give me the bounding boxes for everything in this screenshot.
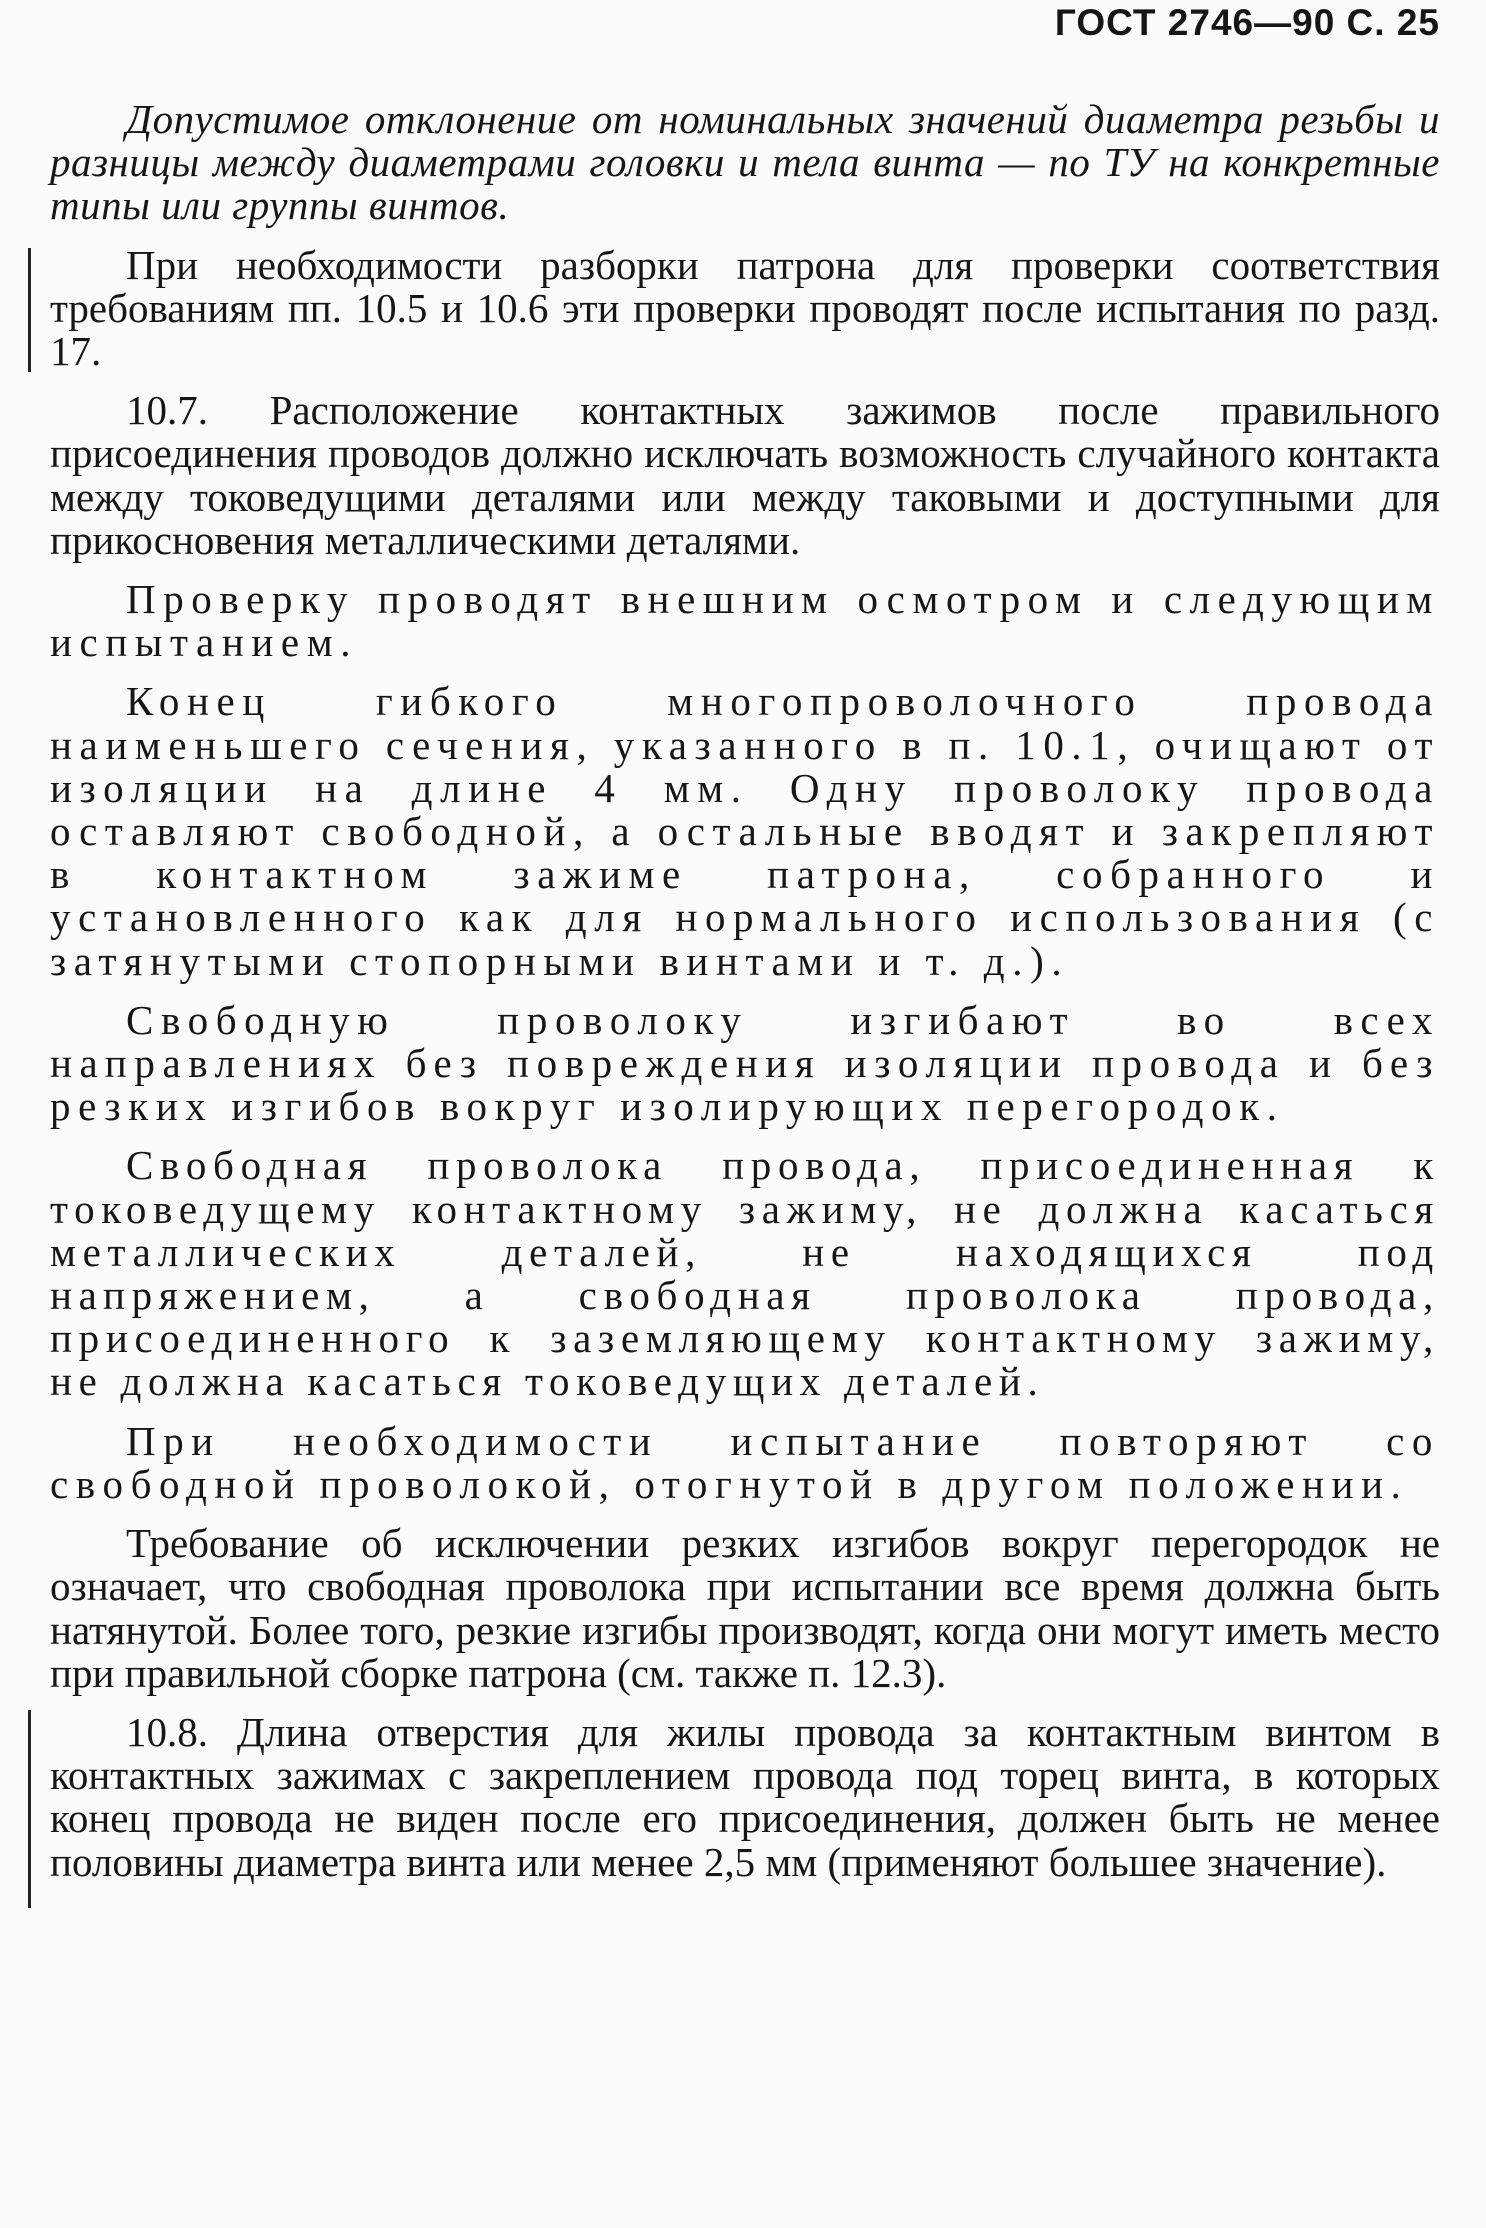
document-body — [50, 98, 1440, 1900]
paragraph: Конец гибкого многопроволочного провода наименьшего сечения, указанного в п. 10.1, очищают от изоляции на длине 4 мм. Одну проволоку провода оставляют свободной, а остальные вводят и закрепляют в контактном зажиме патрона, собранного и установленного как для нормального использования (с затянутыми стопорными винтами и т. д.). — [50, 678, 1440, 984]
revision-bar — [28, 1710, 31, 1908]
paragraph: Проверку проводят внешним осмотром и следующим испытанием. — [50, 576, 1440, 666]
paragraph: Допустимое отклонение от номинальных значений диаметра резьбы и разницы между диаметрами головки и тела винта — по ТУ на конкретные типы или группы винтов. — [50, 96, 1440, 229]
paragraph: При необходимости испытание повторяют со свободной проволокой, отогнутой в другом положении. — [50, 1417, 1440, 1507]
paragraph: 10.8. Длина отверстия для жилы провода за контактным винтом в контактных зажимах с закреплением провода под торец винта, в которых конец провода не виден после его присоединения, должен быть не менее половины диаметра винта или менее 2,5 мм (применяют большее значение). — [50, 1708, 1440, 1885]
paragraph: 10.7. Расположение контактных зажимов после правильного присоединения проводов должно исключать возможность случайного контакта между токоведущими деталями или между таковыми и доступными для прикосновения металлическими деталями. — [50, 387, 1440, 563]
page-header: ГОСТ 2746—90 С. 25 — [1054, 2, 1440, 43]
revision-bar — [28, 248, 31, 372]
paragraph: При необходимости разборки патрона для проверки соответствия требованиям пп. 10.5 и 10.6 эти проверки проводят после испытания по разд. 17. — [50, 241, 1440, 375]
paragraph: Свободная проволока провода, присоединенная к токоведущему контактному зажиму, не должна касаться металлических деталей, не находящихся под напряжением, а свободная проволока провода, присоединенного к заземляющему контактному зажиму, не должна касаться токоведущих деталей. — [50, 1142, 1440, 1405]
paragraph: Требование об исключении резких изгибов вокруг перегородок не означает, что свободная проволока при испытании все время должна быть натянутой. Более того, резкие изгибы производят, когда они могут иметь место при правильной сборке патрона (см. также п. 12.3). — [50, 1520, 1440, 1696]
paragraph: Свободную проволоку изгибают во всех направлениях без повреждения изоляции провода и без резких изгибов вокруг изолирующих перегородок. — [50, 996, 1440, 1130]
